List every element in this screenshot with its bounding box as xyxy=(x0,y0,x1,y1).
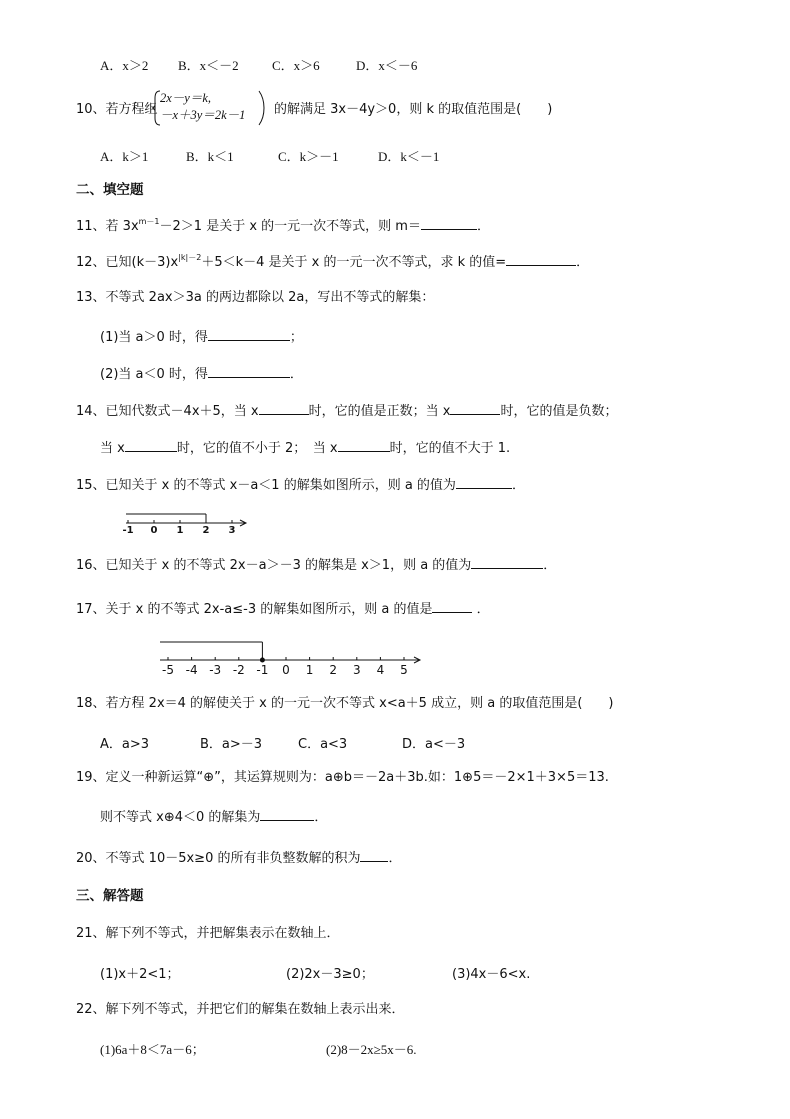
question-22: 22、解下列不等式，并把它们的解集在数轴上表示出来． xyxy=(76,1002,405,1017)
answer-blank[interactable] xyxy=(421,216,477,230)
q10-number: 10、若方程组 xyxy=(76,102,158,117)
tick-label: 0 xyxy=(150,525,158,536)
tick-label: 4 xyxy=(376,663,385,676)
tick-label: -1 xyxy=(256,663,269,676)
question-16: 16、已知关于 x 的不等式 2x－a＞－3 的解集是 x＞1，则 a 的值为 ． xyxy=(76,555,556,575)
q10-right-paren xyxy=(257,90,267,126)
answer-blank[interactable] xyxy=(260,807,314,821)
answer-blank[interactable] xyxy=(360,848,388,862)
tick-label: -1 xyxy=(122,525,134,536)
tick-label: 3 xyxy=(228,525,236,536)
q10-equation-2: －x＋3y＝2k－1 xyxy=(160,108,246,122)
tick-label: 5 xyxy=(400,663,408,676)
q10-option-d: D．k＜－1 xyxy=(378,149,440,164)
q9-option-b: B．x＜－2 xyxy=(178,58,239,73)
q10-question: 的解满足 3x－4y＞0，则 k 的取值范围是( ) xyxy=(274,102,553,117)
q10-option-c: C．k＞－1 xyxy=(278,149,339,164)
question-17: 17、关于 x 的不等式 2x-a≤-3 的解集如图所示，则 a 的值是 ． xyxy=(76,599,490,619)
number-line-q17 xyxy=(150,636,422,676)
section-heading-solutions: 三、解答题 xyxy=(76,888,144,904)
q10-option-b: B．k＜1 xyxy=(186,149,234,164)
tick-label: 1 xyxy=(305,663,314,676)
tick-label: -5 xyxy=(162,663,174,676)
tick-label: 2 xyxy=(202,525,210,536)
answer-blank[interactable] xyxy=(338,438,390,452)
q10-option-a: A．k＞1 xyxy=(100,149,149,164)
question-13-part-1: (1)当 a＞0 时，得 ； xyxy=(100,327,303,347)
answer-blank[interactable] xyxy=(471,555,543,569)
tick-label: 0 xyxy=(282,663,290,676)
q21-part-1: (1)x＋2<1； xyxy=(100,967,180,982)
tick-label: -3 xyxy=(209,663,222,676)
answer-blank[interactable] xyxy=(432,599,472,613)
q18-option-b: B．a>－3 xyxy=(200,737,263,752)
q18-option-a: A．a>3 xyxy=(100,737,150,752)
answer-blank[interactable] xyxy=(506,252,576,266)
question-15: 15、已知关于 x 的不等式 x－a＜1 的解集如图所示，则 a 的值为 ． xyxy=(76,475,525,495)
q10-equation-1: 2x－y＝k, xyxy=(160,91,212,105)
question-13-part-2: (2)当 a＜0 时，得 ． xyxy=(100,364,303,384)
tick-label: -4 xyxy=(185,663,198,676)
question-14-line-1: 14、已知代数式－4x＋5，当 x 时，它的值是正数；当 x 时，它的值是负数； xyxy=(76,401,617,421)
q21-part-3: (3)4x－6<x. xyxy=(452,967,531,982)
question-20: 20、不等式 10－5x≥0 的所有非负整数解的积为 ． xyxy=(76,848,402,868)
q18-option-d: D．a<－3 xyxy=(402,737,466,752)
question-19-line-2: 则不等式 x⊕4＜0 的解集为 ． xyxy=(100,807,327,827)
boundary-point xyxy=(260,658,265,663)
question-11: 11、若 $3x^{m-1}-2>1$ 是关于 x 的一元一次不等式，则 m＝ ． xyxy=(76,217,490,234)
answer-blank[interactable] xyxy=(208,327,290,341)
question-14-line-2: 当 x 时，它的值不小于 2； 当 x 时，它的值不大于 1. xyxy=(100,438,510,458)
answer-blank[interactable] xyxy=(125,438,177,452)
answer-blank[interactable] xyxy=(450,401,500,415)
q22-part-2: (2)8－2x≥5x－6. xyxy=(326,1042,417,1057)
q22-part-1: (1)6a＋8＜7a－6； xyxy=(100,1042,205,1057)
q18-option-c: C．a<3 xyxy=(298,737,348,752)
q21-part-2: (2)2x－3≥0； xyxy=(286,967,374,982)
question-18: 18、若方程 2x＝4 的解使关于 x 的一元一次不等式 x<a＋5 成立，则 a 的取值范围是( ) xyxy=(76,696,614,711)
tick-label: 3 xyxy=(352,663,361,676)
answer-blank[interactable] xyxy=(259,401,309,415)
q9-option-d: D．x＜－6 xyxy=(356,58,418,73)
question-21: 21、解下列不等式，并把解集表示在数轴上． xyxy=(76,926,340,941)
section-heading-fill-in: 二、填空题 xyxy=(76,182,144,198)
tick-label: 2 xyxy=(329,663,338,676)
q9-option-c: C．x＞6 xyxy=(272,58,320,73)
tick-label: -2 xyxy=(232,663,245,676)
number-line-q15 xyxy=(118,508,250,536)
question-12: 12、已知$(k-3)x^{|k|-2}+5<k-4$ 是关于 x 的一元一次不等式，求 k 的值= ． xyxy=(76,253,590,270)
answer-blank[interactable] xyxy=(456,475,512,489)
answer-blank[interactable] xyxy=(208,364,290,378)
q9-option-a: A．x＞2 xyxy=(100,58,149,73)
question-13: 13、不等式 2ax＞3a 的两边都除以 2a，写出不等式的解集： xyxy=(76,290,435,305)
tick-label: 1 xyxy=(176,525,184,536)
question-19-line-1: 19、定义一种新运算“⊕”，其运算规则为：a⊕b＝－2a＋3b.如：1⊕5＝－2×1＋3×5＝13. xyxy=(76,770,609,785)
